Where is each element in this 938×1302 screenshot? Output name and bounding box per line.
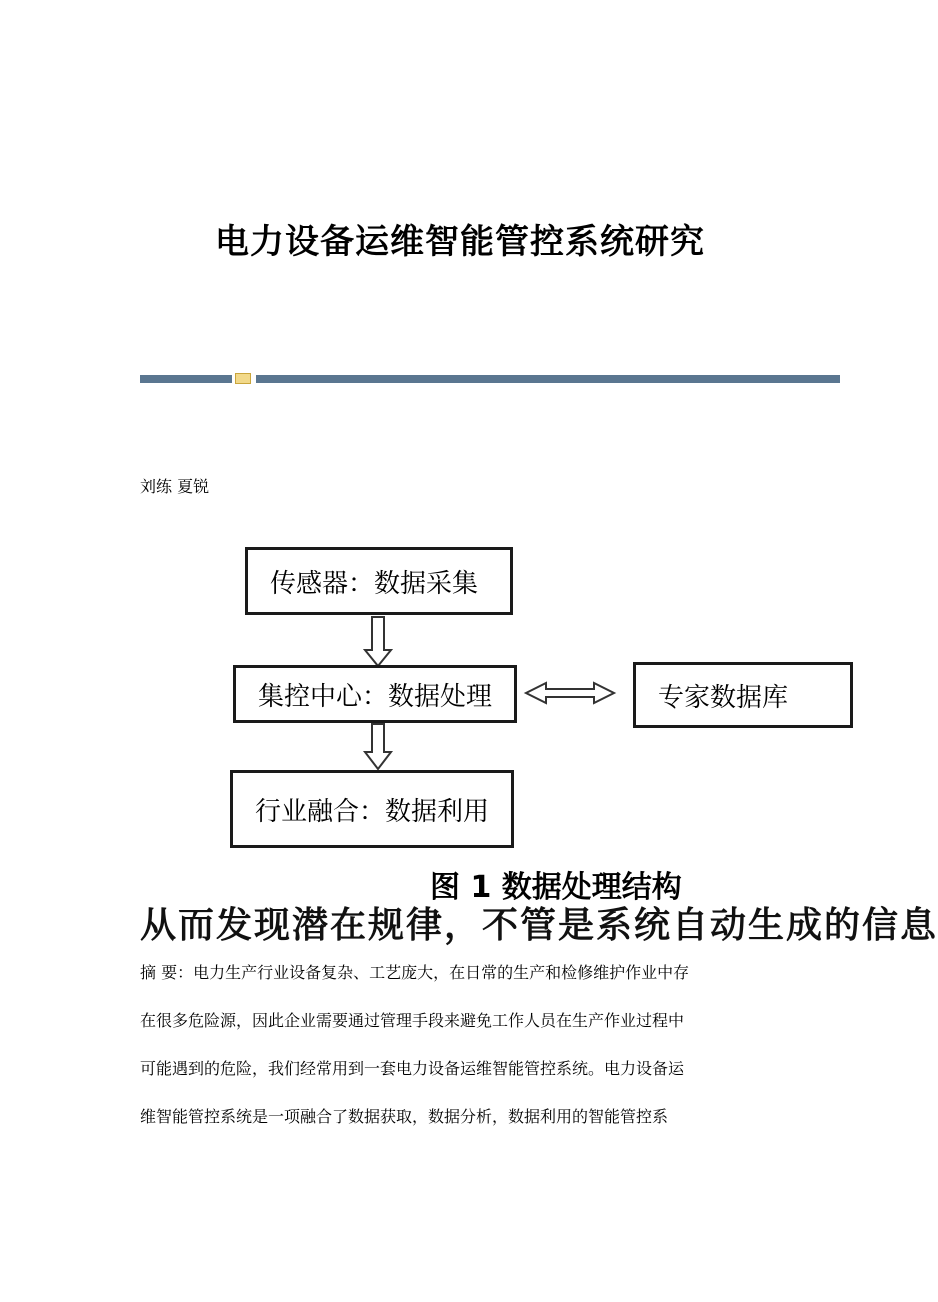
- document-title: 电力设备运维智能管控系统研究: [215, 222, 705, 262]
- double-arrow-icon: [526, 683, 614, 703]
- down-arrow-icon: [365, 617, 391, 666]
- cutoff-text: 从而发现潜在规律，不管是系统自动生成的信息: [140, 905, 938, 946]
- control-center-label: 集控中心：数据处理: [258, 681, 493, 712]
- cutoff-text-line: [140, 905, 938, 946]
- industry-fusion-label: 行业融合：数据利用: [255, 796, 490, 827]
- industry-fusion-box: [230, 770, 514, 848]
- figure-caption: 图 1 数据处理结构: [430, 870, 682, 905]
- divider-ornament-icon: [235, 373, 251, 384]
- sensor-label: 传感器：数据采集: [270, 568, 479, 599]
- authors: 刘练 夏锐: [140, 477, 210, 496]
- control-center-box: [233, 665, 517, 723]
- abstract-line-4: 维智能管控系统是一项融合了数据获取，数据分析，数据利用的智能管控系: [140, 1107, 669, 1126]
- title-divider-right: [256, 375, 840, 383]
- abstract-line-3: 可能遇到的危险，我们经常用到一套电力设备运维智能管控系统。电力设备运: [140, 1059, 685, 1078]
- flow-diagram: [0, 520, 920, 860]
- expert-database-box: [633, 662, 853, 728]
- sensor-box: [245, 547, 513, 615]
- expert-database-label: 专家数据库: [658, 682, 789, 713]
- abstract-line-2: 在很多危险源，因此企业需要通过管理手段来避免工作人员在生产作业过程中: [140, 1011, 685, 1030]
- abstract-line-1: 摘 要：电力生产行业设备复杂、工艺庞大，在日常的生产和检修维护作业中存: [140, 963, 690, 982]
- down-arrow-icon: [365, 724, 391, 769]
- title-divider-left: [140, 375, 232, 383]
